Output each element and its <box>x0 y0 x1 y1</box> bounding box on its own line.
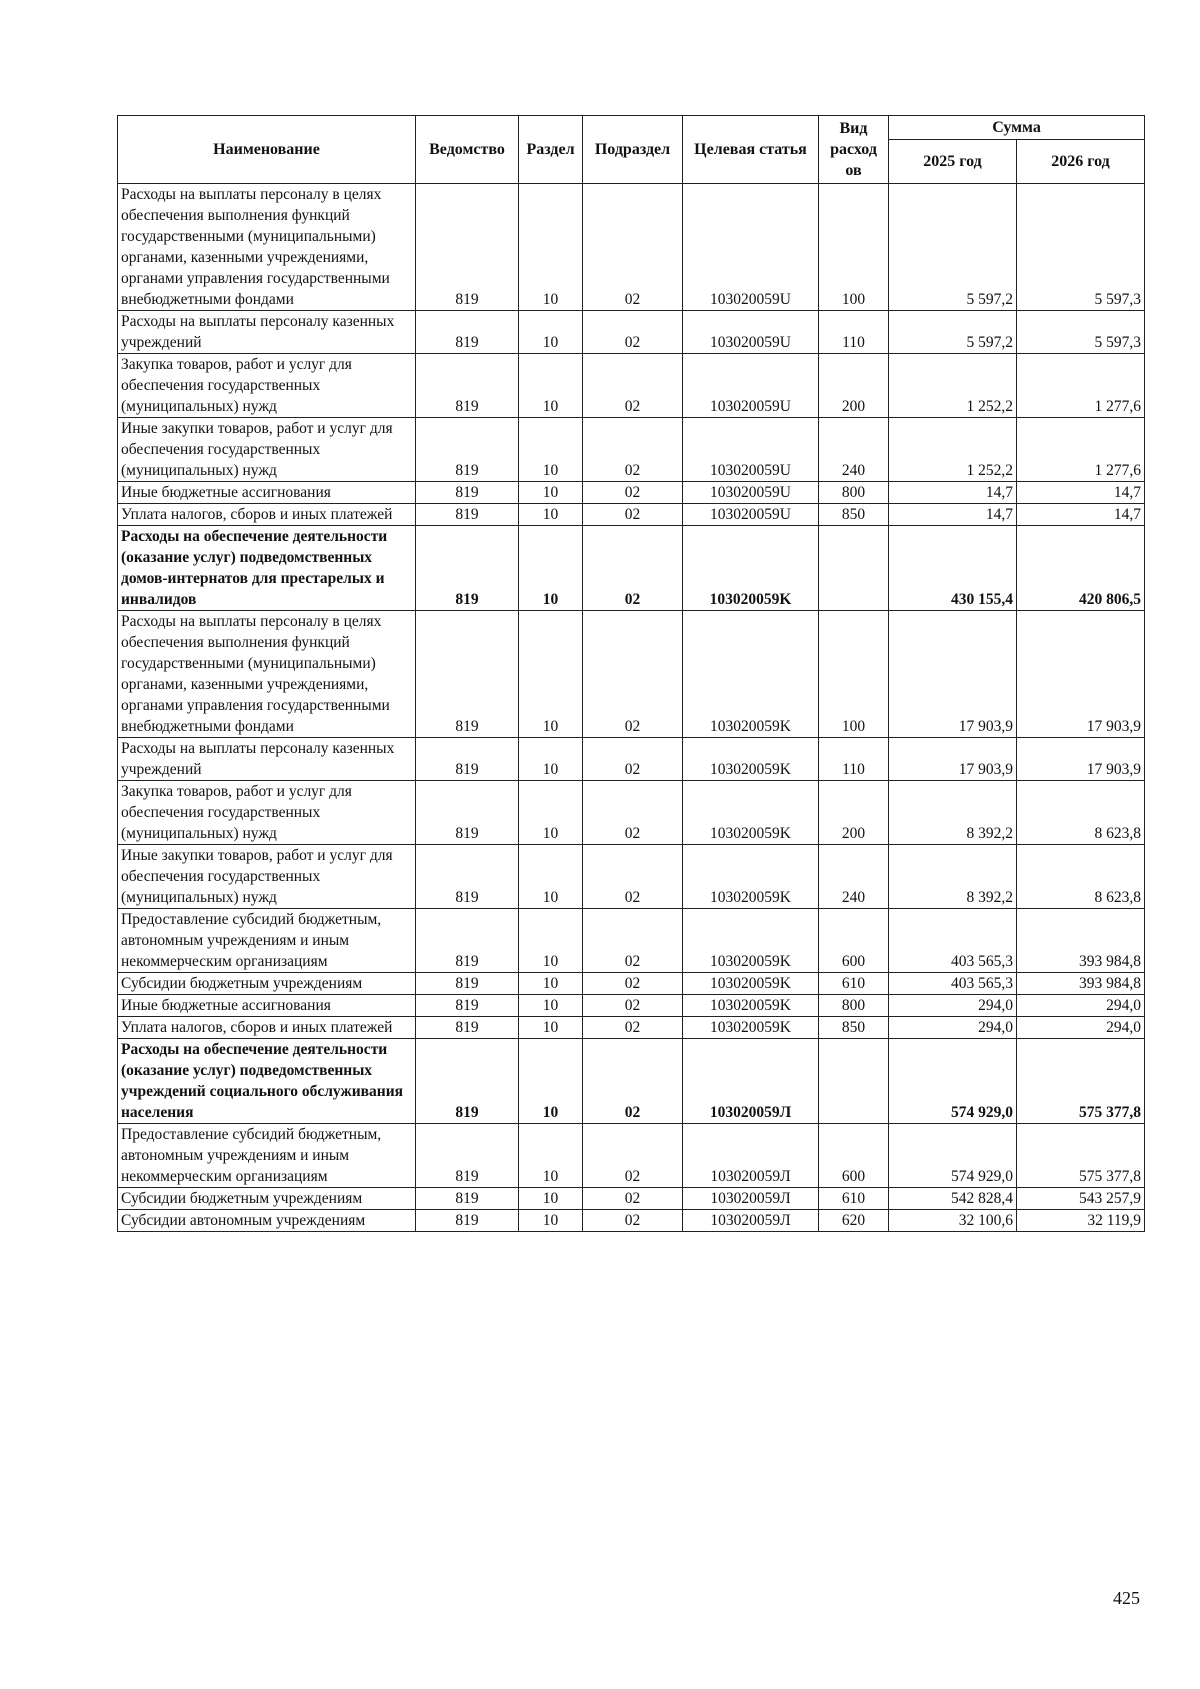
cell-celevaya-statya: 103020059Л <box>683 1210 819 1232</box>
cell-razdel: 10 <box>519 1210 583 1232</box>
cell-sum-2025: 5 597,2 <box>889 311 1017 354</box>
table-row <box>118 311 1145 354</box>
cell-podrazdel: 02 <box>583 1188 683 1210</box>
cell-sum-2025: 8 392,2 <box>889 781 1017 845</box>
cell-razdel: 10 <box>519 1188 583 1210</box>
cell-vid-rashodov: 100 <box>819 184 889 311</box>
table-row <box>118 418 1145 482</box>
cell-vedomstvo: 819 <box>416 1124 519 1188</box>
cell-razdel: 10 <box>519 738 583 781</box>
cell-razdel: 10 <box>519 845 583 909</box>
page-number: 425 <box>1113 1588 1140 1608</box>
header-podrazdel: Подраздел <box>583 116 683 184</box>
cell-celevaya-statya: 103020059Л <box>683 1188 819 1210</box>
cell-vedomstvo: 819 <box>416 311 519 354</box>
cell-vedomstvo: 819 <box>416 1017 519 1039</box>
cell-vedomstvo: 819 <box>416 1188 519 1210</box>
cell-sum-2026: 420 806,5 <box>1017 526 1145 611</box>
cell-name: Уплата налогов, сборов и иных платежей <box>118 1017 416 1039</box>
cell-name: Субсидии бюджетным учреждениям <box>118 1188 416 1210</box>
table-row <box>118 909 1145 973</box>
cell-name: Уплата налогов, сборов и иных платежей <box>118 504 416 526</box>
cell-sum-2026: 8 623,8 <box>1017 781 1145 845</box>
cell-sum-2026: 543 257,9 <box>1017 1188 1145 1210</box>
cell-sum-2025: 430 155,4 <box>889 526 1017 611</box>
cell-podrazdel: 02 <box>583 845 683 909</box>
cell-vedomstvo: 819 <box>416 845 519 909</box>
cell-sum-2026: 17 903,9 <box>1017 611 1145 738</box>
cell-celevaya-statya: 103020059K <box>683 909 819 973</box>
cell-celevaya-statya: 103020059U <box>683 504 819 526</box>
cell-vedomstvo: 819 <box>416 184 519 311</box>
cell-vid-rashodov: 240 <box>819 845 889 909</box>
cell-name: Иные закупки товаров, работ и услуг для обеспечения государственных (муниципальных) нужд <box>118 418 416 482</box>
cell-vid-rashodov: 600 <box>819 1124 889 1188</box>
cell-vid-rashodov: 850 <box>819 504 889 526</box>
cell-sum-2025: 32 100,6 <box>889 1210 1017 1232</box>
cell-celevaya-statya: 103020059K <box>683 526 819 611</box>
cell-celevaya-statya: 103020059Л <box>683 1124 819 1188</box>
cell-sum-2025: 574 929,0 <box>889 1124 1017 1188</box>
header-razdel: Раздел <box>519 116 583 184</box>
cell-celevaya-statya: 103020059Л <box>683 1039 819 1124</box>
cell-podrazdel: 02 <box>583 526 683 611</box>
cell-sum-2025: 1 252,2 <box>889 354 1017 418</box>
cell-celevaya-statya: 103020059K <box>683 845 819 909</box>
cell-razdel: 10 <box>519 504 583 526</box>
cell-sum-2025: 574 929,0 <box>889 1039 1017 1124</box>
cell-razdel: 10 <box>519 1124 583 1188</box>
cell-vid-rashodov: 240 <box>819 418 889 482</box>
cell-sum-2025: 17 903,9 <box>889 738 1017 781</box>
cell-celevaya-statya: 103020059K <box>683 973 819 995</box>
header-2026: 2026 год <box>1017 140 1145 184</box>
cell-razdel: 10 <box>519 184 583 311</box>
cell-celevaya-statya: 103020059U <box>683 311 819 354</box>
cell-podrazdel: 02 <box>583 1124 683 1188</box>
cell-podrazdel: 02 <box>583 1017 683 1039</box>
cell-razdel: 10 <box>519 482 583 504</box>
cell-sum-2025: 403 565,3 <box>889 973 1017 995</box>
cell-sum-2026: 575 377,8 <box>1017 1039 1145 1124</box>
cell-name: Предоставление субсидий бюджетным, автономным учреждениям и иным некоммерческим организациям <box>118 909 416 973</box>
cell-sum-2025: 294,0 <box>889 995 1017 1017</box>
cell-sum-2026: 8 623,8 <box>1017 845 1145 909</box>
cell-celevaya-statya: 103020059K <box>683 995 819 1017</box>
table-row <box>118 504 1145 526</box>
header-name: Наименование <box>118 116 416 184</box>
cell-celevaya-statya: 103020059U <box>683 418 819 482</box>
cell-name: Предоставление субсидий бюджетным, автономным учреждениям и иным некоммерческим организациям <box>118 1124 416 1188</box>
cell-vedomstvo: 819 <box>416 611 519 738</box>
cell-name: Закупка товаров, работ и услуг для обеспечения государственных (муниципальных) нужд <box>118 354 416 418</box>
header-2025: 2025 год <box>889 140 1017 184</box>
cell-name: Иные бюджетные ассигнования <box>118 995 416 1017</box>
cell-sum-2026: 14,7 <box>1017 482 1145 504</box>
cell-sum-2026: 393 984,8 <box>1017 909 1145 973</box>
cell-razdel: 10 <box>519 995 583 1017</box>
cell-podrazdel: 02 <box>583 781 683 845</box>
cell-vedomstvo: 819 <box>416 418 519 482</box>
cell-name: Иные закупки товаров, работ и услуг для обеспечения государственных (муниципальных) нужд <box>118 845 416 909</box>
cell-podrazdel: 02 <box>583 482 683 504</box>
cell-vid-rashodov: 200 <box>819 781 889 845</box>
cell-razdel: 10 <box>519 909 583 973</box>
table-row <box>118 611 1145 738</box>
cell-podrazdel: 02 <box>583 354 683 418</box>
cell-podrazdel: 02 <box>583 311 683 354</box>
cell-podrazdel: 02 <box>583 738 683 781</box>
cell-vedomstvo: 819 <box>416 973 519 995</box>
cell-vid-rashodov: 610 <box>819 1188 889 1210</box>
cell-podrazdel: 02 <box>583 1039 683 1124</box>
table-row <box>118 1017 1145 1039</box>
cell-podrazdel: 02 <box>583 995 683 1017</box>
cell-sum-2025: 14,7 <box>889 482 1017 504</box>
cell-razdel: 10 <box>519 354 583 418</box>
cell-podrazdel: 02 <box>583 973 683 995</box>
cell-celevaya-statya: 103020059U <box>683 482 819 504</box>
cell-vid-rashodov: 620 <box>819 1210 889 1232</box>
cell-sum-2026: 1 277,6 <box>1017 418 1145 482</box>
cell-sum-2026: 17 903,9 <box>1017 738 1145 781</box>
cell-sum-2026: 294,0 <box>1017 1017 1145 1039</box>
budget-table <box>117 115 1145 1232</box>
cell-razdel: 10 <box>519 973 583 995</box>
cell-celevaya-statya: 103020059K <box>683 1017 819 1039</box>
cell-sum-2026: 575 377,8 <box>1017 1124 1145 1188</box>
cell-vid-rashodov: 110 <box>819 311 889 354</box>
cell-name: Расходы на выплаты персоналу в целях обеспечения выполнения функций государственными (муниципальными) органами, казенными учреждениями, органами управления государственными внебюджетными фондами <box>118 611 416 738</box>
cell-podrazdel: 02 <box>583 909 683 973</box>
cell-name: Расходы на выплаты персоналу казенных учреждений <box>118 738 416 781</box>
cell-sum-2025: 8 392,2 <box>889 845 1017 909</box>
cell-name: Субсидии автономным учреждениям <box>118 1210 416 1232</box>
cell-celevaya-statya: 103020059K <box>683 781 819 845</box>
table-row <box>118 973 1145 995</box>
header-vid-rashodov: Вид расход ов <box>819 116 889 184</box>
cell-razdel: 10 <box>519 1039 583 1124</box>
cell-vedomstvo: 819 <box>416 354 519 418</box>
cell-podrazdel: 02 <box>583 184 683 311</box>
cell-sum-2026: 1 277,6 <box>1017 354 1145 418</box>
cell-sum-2025: 294,0 <box>889 1017 1017 1039</box>
cell-celevaya-statya: 103020059K <box>683 611 819 738</box>
header-summa: Сумма <box>889 116 1145 140</box>
cell-vid-rashodov: 100 <box>819 611 889 738</box>
cell-sum-2026: 294,0 <box>1017 995 1145 1017</box>
cell-vedomstvo: 819 <box>416 504 519 526</box>
cell-sum-2025: 1 252,2 <box>889 418 1017 482</box>
cell-sum-2025: 5 597,2 <box>889 184 1017 311</box>
cell-podrazdel: 02 <box>583 611 683 738</box>
cell-name: Иные бюджетные ассигнования <box>118 482 416 504</box>
cell-sum-2025: 14,7 <box>889 504 1017 526</box>
header-vedomstvo: Ведомство <box>416 116 519 184</box>
cell-podrazdel: 02 <box>583 1210 683 1232</box>
cell-vedomstvo: 819 <box>416 781 519 845</box>
cell-vedomstvo: 819 <box>416 738 519 781</box>
cell-podrazdel: 02 <box>583 504 683 526</box>
cell-sum-2026: 32 119,9 <box>1017 1210 1145 1232</box>
cell-vedomstvo: 819 <box>416 526 519 611</box>
cell-vedomstvo: 819 <box>416 995 519 1017</box>
table-row <box>118 1188 1145 1210</box>
cell-name: Расходы на обеспечение деятельности (оказание услуг) подведомственных учреждений социального обслуживания населения <box>118 1039 416 1124</box>
cell-sum-2025: 542 828,4 <box>889 1188 1017 1210</box>
header-celevaya-statya: Целевая статья <box>683 116 819 184</box>
cell-podrazdel: 02 <box>583 418 683 482</box>
table-row <box>118 738 1145 781</box>
cell-razdel: 10 <box>519 311 583 354</box>
cell-sum-2026: 5 597,3 <box>1017 184 1145 311</box>
table-row <box>118 354 1145 418</box>
table-row <box>118 482 1145 504</box>
cell-sum-2025: 403 565,3 <box>889 909 1017 973</box>
table-row <box>118 845 1145 909</box>
cell-name: Расходы на выплаты персоналу в целях обеспечения выполнения функций государственными (муниципальными) органами, казенными учреждениями, органами управления государственными внебюджетными фондами <box>118 184 416 311</box>
table-row <box>118 995 1145 1017</box>
cell-razdel: 10 <box>519 781 583 845</box>
cell-vedomstvo: 819 <box>416 1039 519 1124</box>
cell-celevaya-statya: 103020059U <box>683 354 819 418</box>
cell-vid-rashodov: 850 <box>819 1017 889 1039</box>
table-row <box>118 1039 1145 1124</box>
cell-vid-rashodov: 610 <box>819 973 889 995</box>
cell-name: Расходы на выплаты персоналу казенных учреждений <box>118 311 416 354</box>
table-row <box>118 1124 1145 1188</box>
cell-vid-rashodov: 110 <box>819 738 889 781</box>
cell-razdel: 10 <box>519 526 583 611</box>
cell-sum-2026: 14,7 <box>1017 504 1145 526</box>
cell-vid-rashodov: 800 <box>819 482 889 504</box>
table-row <box>118 781 1145 845</box>
table-row <box>118 184 1145 311</box>
table-row <box>118 1210 1145 1232</box>
cell-vid-rashodov: 600 <box>819 909 889 973</box>
cell-name: Расходы на обеспечение деятельности (оказание услуг) подведомственных домов-интернатов для престарелых и инвалидов <box>118 526 416 611</box>
cell-vedomstvo: 819 <box>416 482 519 504</box>
cell-vedomstvo: 819 <box>416 1210 519 1232</box>
cell-razdel: 10 <box>519 1017 583 1039</box>
cell-vedomstvo: 819 <box>416 909 519 973</box>
cell-razdel: 10 <box>519 611 583 738</box>
cell-sum-2026: 5 597,3 <box>1017 311 1145 354</box>
table-row <box>118 526 1145 611</box>
cell-vid-rashodov <box>819 1039 889 1124</box>
cell-celevaya-statya: 103020059K <box>683 738 819 781</box>
cell-vid-rashodov: 800 <box>819 995 889 1017</box>
table-body <box>118 184 1145 1232</box>
cell-name: Субсидии бюджетным учреждениям <box>118 973 416 995</box>
cell-name: Закупка товаров, работ и услуг для обеспечения государственных (муниципальных) нужд <box>118 781 416 845</box>
cell-razdel: 10 <box>519 418 583 482</box>
cell-vid-rashodov: 200 <box>819 354 889 418</box>
cell-celevaya-statya: 103020059U <box>683 184 819 311</box>
cell-vid-rashodov <box>819 526 889 611</box>
cell-sum-2025: 17 903,9 <box>889 611 1017 738</box>
cell-sum-2026: 393 984,8 <box>1017 973 1145 995</box>
